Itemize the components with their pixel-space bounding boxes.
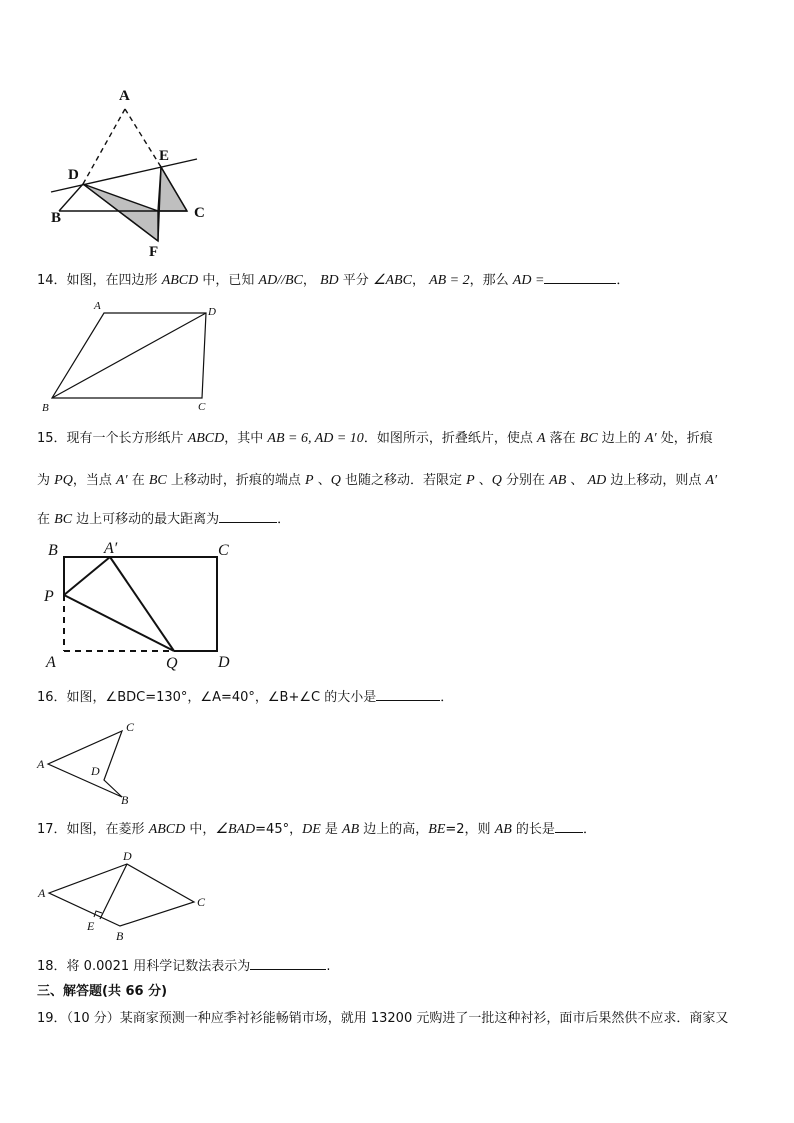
label-c: C: [198, 401, 206, 413]
label-b: B: [48, 542, 58, 559]
answer-blank: [544, 271, 616, 284]
question-14: 14．如图，在四边形 ABCD 中，已知 AD//BC， BD 平分 ∠ABC， AB = 2，那么 AD = ．: [37, 273, 630, 288]
label-d: D: [123, 849, 132, 863]
label-a: A: [94, 300, 101, 312]
rhombus-abcd: [49, 864, 194, 926]
label-d: D: [68, 167, 79, 183]
label-c: C: [194, 205, 205, 221]
question-15-line-3: 在 BC 边上可移动的最大距离为 ．: [37, 512, 291, 527]
figure-q15: [40, 537, 250, 673]
question-17: 17．如图，在菱形 ABCD 中，∠BAD=45°，DE 是 AB 边上的高，BE=2，则 AB 的长是 ．: [37, 822, 596, 837]
label-a: A: [37, 757, 45, 771]
rectangle-bc-top-right: [64, 557, 217, 651]
question-15-line-2: 为 PQ，当点 A′ 在 BC 上移动时，折痕的端点 P 、Q 也随之移动．若限定 P 、Q 分别在 AB 、 AD 边上移动，则点 A′: [37, 473, 718, 488]
label-a: A: [46, 654, 56, 671]
figure-q16: [34, 716, 144, 811]
figure-q13: [45, 80, 215, 260]
label-d: D: [208, 306, 216, 318]
concave-quadrilateral-abdc: [48, 731, 122, 797]
question-19: 19．（10 分）某商家预测一种应季衬衫能畅销市场，就用 13200 元购进了一批这种衬衫，面市后果然供不应求．商家又: [37, 1011, 729, 1026]
label-c: C: [197, 895, 206, 909]
label-e: E: [87, 919, 95, 933]
line-a1q: [110, 557, 174, 651]
label-p: P: [44, 588, 54, 605]
figure-q17: [34, 845, 214, 945]
dashed-ae: [125, 109, 161, 167]
label-b: B: [42, 402, 49, 414]
label-d: D: [218, 654, 230, 671]
label-f: F: [149, 244, 159, 260]
diagonal-bd: [52, 313, 206, 398]
line-pq: [64, 595, 174, 651]
answer-blank: [555, 820, 583, 833]
label-d: D: [91, 764, 100, 778]
section-3-title: 三、解答题(共 66 分): [37, 984, 168, 999]
answer-blank: [376, 688, 440, 701]
label-q: Q: [166, 655, 178, 672]
question-16: 16．如图，∠BDC=130°，∠A=40°，∠B+∠C 的大小是 ．: [37, 690, 454, 705]
label-b: B: [121, 793, 129, 807]
answer-blank: [219, 510, 277, 523]
question-18: 18．将 0.0021 用科学记数法表示为 .: [37, 959, 331, 974]
label-a-prime: A′: [104, 540, 118, 557]
label-a: A: [38, 886, 46, 900]
label-b: B: [116, 929, 124, 943]
dashed-ad: [83, 109, 125, 184]
label-a: A: [119, 88, 130, 104]
label-e: E: [159, 148, 170, 164]
answer-blank: [250, 957, 326, 970]
label-c: C: [126, 720, 135, 734]
figure-q14: [38, 297, 228, 417]
line-pa1: [64, 557, 110, 595]
label-c: C: [218, 542, 229, 559]
question-15-line-1: 15．现有一个长方形纸片 ABCD，其中 AB = 6, AD = 10．如图所示，折叠纸片，使点 A 落在 BC 边上的 A′ 处，折痕: [37, 431, 713, 446]
label-b: B: [51, 210, 62, 226]
